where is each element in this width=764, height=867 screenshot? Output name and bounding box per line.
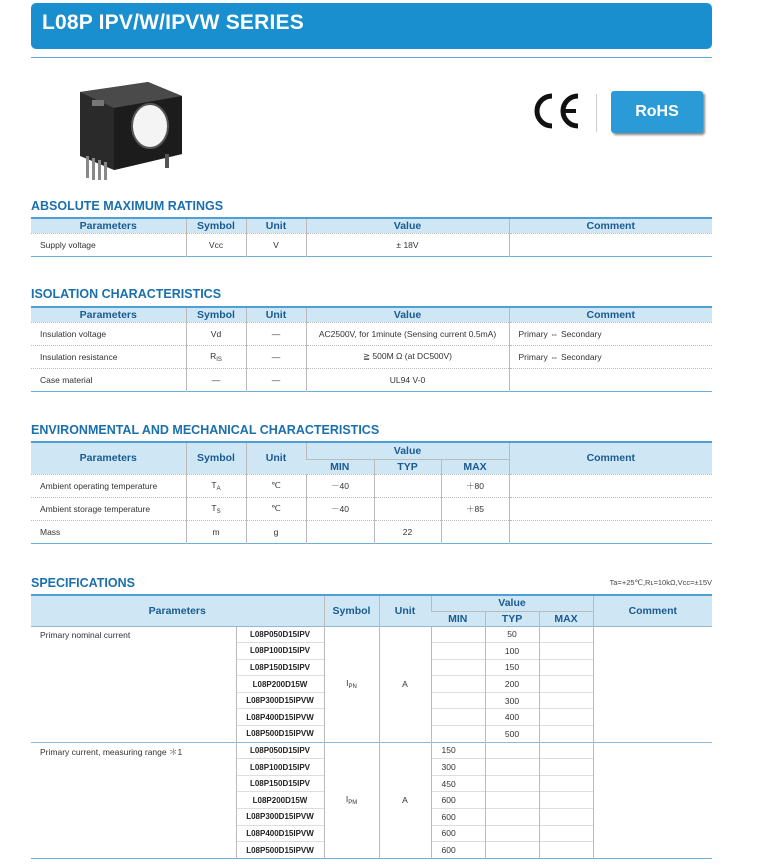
typ-cell [374, 474, 441, 497]
typ-cell: 300 [485, 692, 539, 709]
symbol-cell: $T_S$ [186, 497, 246, 520]
symbol-cell: m [186, 520, 246, 543]
typ-cell [485, 742, 539, 759]
model-cell: L08P200D15W [236, 792, 324, 809]
col-min: MIN [306, 459, 374, 474]
model-cell: L08P050D15IPV [236, 742, 324, 759]
min-cell [306, 520, 374, 543]
col-value: Value [306, 218, 509, 233]
model-cell: L08P050D15IPV [236, 626, 324, 643]
typ-cell: 200 [485, 676, 539, 693]
typ-cell: 500 [485, 726, 539, 743]
col-unit: Unit [246, 218, 306, 233]
min-cell: 600 [431, 842, 485, 859]
value-cell: ≧ 500M Ω (at DC500V) [306, 345, 509, 368]
value-cell: AC2500V, for 1minute (Sensing current 0.5mA) [306, 322, 509, 345]
model-cell: L08P150D15IPV [236, 659, 324, 676]
max-cell [539, 759, 593, 776]
typ-cell: 50 [485, 626, 539, 643]
min-cell: 600 [431, 809, 485, 826]
param-cell: Insulation voltage [31, 322, 186, 345]
typ-cell [485, 842, 539, 859]
ce-mark [530, 91, 582, 131]
header-banner [31, 3, 712, 49]
test-conditions: Ta=+25℃,Rʟ=10kΩ,Vcc=±15V [609, 578, 712, 587]
max-cell [539, 842, 593, 859]
col-unit: Unit [246, 307, 306, 322]
min-cell [431, 726, 485, 743]
param-cell: Ambient storage temperature [31, 497, 186, 520]
typ-cell [374, 497, 441, 520]
col-min: MIN [431, 611, 485, 626]
model-cell: L08P100D15IPV [236, 643, 324, 660]
comment-cell [509, 368, 712, 391]
min-cell: 450 [431, 775, 485, 792]
comment-cell [593, 742, 712, 858]
col-unit: Unit [379, 595, 431, 626]
param-cell: Primary current, measuring range ＊1 [31, 742, 236, 858]
col-typ: TYP [485, 611, 539, 626]
model-cell: L08P400D15IPVW [236, 825, 324, 842]
symbol-cell: Vcc [186, 233, 246, 256]
model-cell: L08P400D15IPVW [236, 709, 324, 726]
typ-cell [485, 825, 539, 842]
min-cell: －40 [306, 474, 374, 497]
col-parameters: Parameters [31, 595, 324, 626]
comment-cell [593, 626, 712, 742]
min-cell: 600 [431, 792, 485, 809]
typ-cell [485, 792, 539, 809]
unit-cell: ℃ [246, 474, 306, 497]
max-cell [539, 643, 593, 660]
col-comment: Comment [509, 218, 712, 233]
typ-cell: 100 [485, 643, 539, 660]
col-comment: Comment [593, 595, 712, 626]
iso-section-title: ISOLATION CHARACTERISTICS [31, 287, 222, 301]
max-cell [441, 520, 509, 543]
value-cell: UL94 V-0 [306, 368, 509, 391]
max-cell: ＋80 [441, 474, 509, 497]
col-parameters: Parameters [31, 442, 186, 474]
amr-table [31, 217, 712, 257]
max-cell [539, 709, 593, 726]
max-cell [539, 726, 593, 743]
max-cell [539, 692, 593, 709]
max-cell [539, 825, 593, 842]
symbol-cell: $I_{PN}$ [324, 626, 379, 742]
typ-cell: 150 [485, 659, 539, 676]
comment-cell [509, 497, 712, 520]
col-value: Value [306, 442, 509, 459]
max-cell [539, 676, 593, 693]
col-max: MAX [539, 611, 593, 626]
model-cell: L08P100D15IPV [236, 759, 324, 776]
typ-cell: 22 [374, 520, 441, 543]
unit-cell: — [246, 345, 306, 368]
min-cell [431, 626, 485, 643]
header-divider [31, 57, 712, 58]
env-table [31, 441, 712, 544]
typ-cell [485, 809, 539, 826]
unit-cell: — [246, 322, 306, 345]
unit-cell: ℃ [246, 497, 306, 520]
min-cell [431, 643, 485, 660]
param-cell: Supply voltage [31, 233, 186, 256]
typ-cell [485, 759, 539, 776]
spec-section-title: SPECIFICATIONS [31, 576, 135, 590]
min-cell: 600 [431, 825, 485, 842]
symbol-cell: — [186, 368, 246, 391]
unit-cell: A [379, 626, 431, 742]
param-cell: Ambient operating temperature [31, 474, 186, 497]
col-max: MAX [441, 459, 509, 474]
marks-divider [596, 94, 597, 132]
comment-cell [509, 474, 712, 497]
col-symbol: Symbol [186, 307, 246, 322]
max-cell [539, 792, 593, 809]
min-cell: －40 [306, 497, 374, 520]
model-cell: L08P300D15IPVW [236, 809, 324, 826]
min-cell [431, 709, 485, 726]
col-comment: Comment [509, 442, 712, 474]
table-row [31, 345, 712, 368]
col-comment: Comment [509, 307, 712, 322]
col-typ: TYP [374, 459, 441, 474]
col-symbol: Symbol [324, 595, 379, 626]
min-cell: 150 [431, 742, 485, 759]
min-cell [431, 692, 485, 709]
max-cell: ＋85 [441, 497, 509, 520]
symbol-cell: $T_A$ [186, 474, 246, 497]
max-cell [539, 742, 593, 759]
param-cell: Primary nominal current [31, 626, 236, 742]
unit-cell: g [246, 520, 306, 543]
unit-cell: — [246, 368, 306, 391]
param-cell: Insulation resistance [31, 345, 186, 368]
col-value: Value [306, 307, 509, 322]
page-title: L08P IPV/W/IPVW SERIES [42, 11, 304, 34]
comment-cell [509, 233, 712, 256]
col-value: Value [431, 595, 593, 611]
table-row [31, 742, 712, 759]
min-cell [431, 676, 485, 693]
col-symbol: Symbol [186, 442, 246, 474]
env-section-title: ENVIRONMENTAL AND MECHANICAL CHARACTERISTICS [31, 423, 380, 437]
symbol-cell: Vd [186, 322, 246, 345]
spec-table [31, 594, 712, 859]
col-parameters: Parameters [31, 307, 186, 322]
comment-cell: Primary ⇔ Secondary [509, 345, 712, 368]
table-row [31, 233, 712, 256]
max-cell [539, 626, 593, 643]
unit-cell: A [379, 742, 431, 858]
model-cell: L08P500D15IPVW [236, 842, 324, 859]
max-cell [539, 659, 593, 676]
table-row [31, 626, 712, 643]
amr-section-title: ABSOLUTE MAXIMUM RATINGS [31, 199, 224, 213]
param-cell: Case material [31, 368, 186, 391]
unit-cell: V [246, 233, 306, 256]
col-unit: Unit [246, 442, 306, 474]
typ-cell: 400 [485, 709, 539, 726]
model-cell: L08P500D15IPVW [236, 726, 324, 743]
col-parameters: Parameters [31, 218, 186, 233]
max-cell [539, 775, 593, 792]
typ-cell [485, 775, 539, 792]
comment-cell: Primary ⇔ Secondary [509, 322, 712, 345]
model-cell: L08P200D15W [236, 676, 324, 693]
min-cell: 300 [431, 759, 485, 776]
param-cell: Mass [31, 520, 186, 543]
model-cell: L08P300D15IPVW [236, 692, 324, 709]
table-row [31, 368, 712, 391]
min-cell [431, 659, 485, 676]
table-row [31, 497, 712, 520]
model-cell: L08P150D15IPV [236, 775, 324, 792]
table-row [31, 520, 712, 543]
table-row [31, 322, 712, 345]
symbol-cell: $R_{IS}$ [186, 345, 246, 368]
rohs-badge: RoHS [611, 91, 703, 133]
current-sensor-product-image [70, 78, 190, 182]
max-cell [539, 809, 593, 826]
iso-table [31, 306, 712, 392]
value-cell: ± 18V [306, 233, 509, 256]
comment-cell [509, 520, 712, 543]
col-symbol: Symbol [186, 218, 246, 233]
table-row [31, 474, 712, 497]
symbol-cell: $I_{PM}$ [324, 742, 379, 858]
